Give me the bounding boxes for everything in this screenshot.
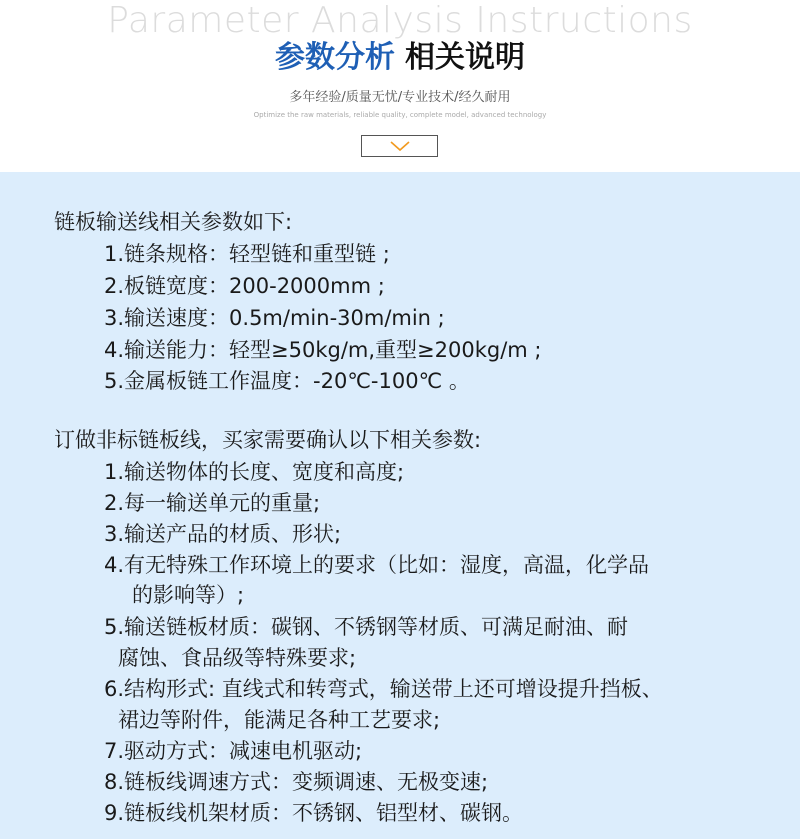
list-item: 4.有无特殊工作环境上的要求（比如：湿度，高温，化学品 — [104, 553, 650, 577]
list-item: 6.结构形式: 直线式和转弯式，输送带上还可增设提升挡板、 — [104, 677, 663, 701]
list-item-continuation: 腐蚀、食品级等特殊要求; — [118, 646, 357, 670]
page-title — [0, 36, 800, 80]
list-item: 5.输送链板材质：碳钢、不锈钢等材质、可满足耐油、耐 — [104, 615, 629, 639]
list-item: 3.输送速度：0.5m/min-30m/min ; — [104, 306, 445, 330]
list-item: 4.输送能力：轻型≥50kg/m,重型≥200kg/m ; — [104, 338, 542, 362]
list-item: 1.输送物体的长度、宽度和高度; — [104, 460, 405, 484]
title-blue-part: 参数分析 — [275, 40, 395, 75]
scroll-down-button[interactable] — [361, 135, 438, 157]
list-item: 9.链板线机架材质：不锈钢、铝型材、碳钢。 — [104, 801, 524, 825]
section2-heading: 订做非标链板线，买家需要确认以下相关参数: — [54, 428, 482, 452]
list-item: 3.输送产品的材质、形状; — [104, 522, 342, 546]
header — [0, 0, 800, 172]
content-panel — [0, 172, 800, 839]
list-item: 7.驱动方式：减速电机驱动; — [104, 739, 363, 763]
list-item-continuation: 的影响等）; — [132, 583, 245, 607]
list-item: 2.板链宽度：200-2000mm ; — [104, 274, 385, 298]
section1-heading: 链板输送线相关参数如下: — [54, 210, 293, 234]
subtitle: 多年经验/质量无忧/专业技术/经久耐用 — [289, 90, 511, 105]
list-item: 5.金属板链工作温度：-20℃-100℃ 。 — [104, 369, 470, 393]
tagline: Optimize the raw materials, reliable quality, complete model, advanced technology — [253, 111, 547, 119]
list-item: 2.每一输送单元的重量; — [104, 491, 321, 515]
list-item: 1.链条规格：轻型链和重型链 ; — [104, 242, 390, 266]
chevron-down-icon — [390, 141, 410, 152]
list-item: 8.链板线调速方式：变频调速、无极变速; — [104, 770, 489, 794]
list-item-continuation: 裙边等附件，能满足各种工艺要求; — [118, 708, 441, 732]
title-dark-part: 相关说明 — [405, 40, 525, 75]
english-title: Parameter Analysis Instructions — [107, 0, 693, 41]
